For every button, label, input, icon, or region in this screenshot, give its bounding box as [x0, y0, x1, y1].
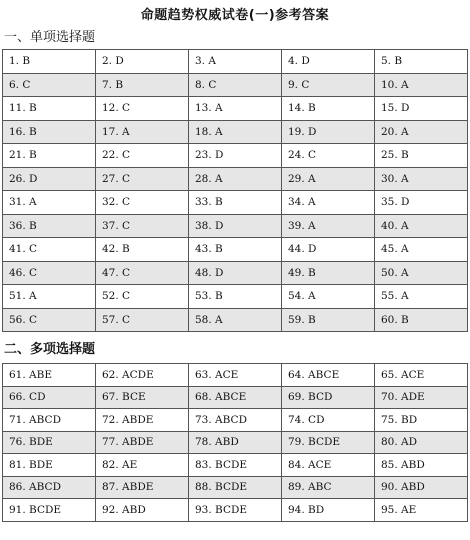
table-row: [3, 238, 468, 262]
multiple-choice-answer-table: [2, 363, 468, 522]
answer-cell: 4. D: [282, 50, 375, 74]
table-row: [3, 214, 468, 238]
section-heading-single-choice: 一、单项选择题: [4, 30, 96, 45]
answer-cell: 87. ABDE: [96, 476, 189, 499]
answer-cell: 85. ABD: [375, 454, 468, 477]
answer-cell: 32. C: [96, 191, 189, 215]
answer-cell: 81. BDE: [3, 454, 96, 477]
table-row: [3, 73, 468, 97]
answer-cell: 54. A: [282, 285, 375, 309]
answer-cell: 93. BCDE: [189, 499, 282, 522]
answer-cell: 49. B: [282, 261, 375, 285]
answer-cell: 26. D: [3, 167, 96, 191]
answer-cell: 14. B: [282, 97, 375, 121]
answer-cell: 47. C: [96, 261, 189, 285]
table-row: [3, 499, 468, 522]
answer-cell: 75. BD: [375, 409, 468, 432]
table-row: [3, 285, 468, 309]
answer-cell: 73. ABCD: [189, 409, 282, 432]
table-row: [3, 50, 468, 74]
answer-cell: 34. A: [282, 191, 375, 215]
answer-cell: 83. BCDE: [189, 454, 282, 477]
answer-cell: 8. C: [189, 73, 282, 97]
table-row: [3, 454, 468, 477]
answer-cell: 21. B: [3, 144, 96, 168]
answer-cell: 77. ABDE: [96, 431, 189, 454]
table-row: [3, 386, 468, 409]
answer-cell: 36. B: [3, 214, 96, 238]
answer-cell: 16. B: [3, 120, 96, 144]
answer-cell: 1. B: [3, 50, 96, 74]
answer-cell: 57. C: [96, 308, 189, 332]
answer-cell: 15. D: [375, 97, 468, 121]
answer-cell: 48. D: [189, 261, 282, 285]
table-row: [3, 191, 468, 215]
answer-cell: 22. C: [96, 144, 189, 168]
answer-cell: 56. C: [3, 308, 96, 332]
answer-cell: 11. B: [3, 97, 96, 121]
answer-cell: 92. ABD: [96, 499, 189, 522]
answer-cell: 51. A: [3, 285, 96, 309]
table-row: [3, 364, 468, 387]
answer-cell: 33. B: [189, 191, 282, 215]
answer-cell: 29. A: [282, 167, 375, 191]
answer-cell: 12. C: [96, 97, 189, 121]
answer-cell: 79. BCDE: [282, 431, 375, 454]
answer-cell: 72. ABDE: [96, 409, 189, 432]
answer-cell: 6. C: [3, 73, 96, 97]
answer-cell: 70. ADE: [375, 386, 468, 409]
answer-cell: 74. CD: [282, 409, 375, 432]
answer-cell: 50. A: [375, 261, 468, 285]
answer-cell: 58. A: [189, 308, 282, 332]
answer-cell: 10. A: [375, 73, 468, 97]
table-row: [3, 167, 468, 191]
answer-cell: 46. C: [3, 261, 96, 285]
answer-cell: 45. A: [375, 238, 468, 262]
answer-cell: 25. B: [375, 144, 468, 168]
answer-cell: 94. BD: [282, 499, 375, 522]
answer-cell: 38. D: [189, 214, 282, 238]
answer-cell: 59. B: [282, 308, 375, 332]
answer-cell: 71. ABCD: [3, 409, 96, 432]
table-row: [3, 409, 468, 432]
answer-cell: 19. D: [282, 120, 375, 144]
table-row: [3, 120, 468, 144]
answer-cell: 23. D: [189, 144, 282, 168]
answer-cell: 78. ABD: [189, 431, 282, 454]
answer-cell: 39. A: [282, 214, 375, 238]
answer-cell: 17. A: [96, 120, 189, 144]
answer-cell: 31. A: [3, 191, 96, 215]
answer-cell: 65. ACE: [375, 364, 468, 387]
answer-cell: 90. ABD: [375, 476, 468, 499]
answer-cell: 86. ABCD: [3, 476, 96, 499]
table-row: [3, 97, 468, 121]
answer-cell: 76. BDE: [3, 431, 96, 454]
table-row: [3, 476, 468, 499]
answer-cell: 13. A: [189, 97, 282, 121]
answer-cell: 9. C: [282, 73, 375, 97]
answer-cell: 44. D: [282, 238, 375, 262]
answer-cell: 52. C: [96, 285, 189, 309]
answer-cell: 64. ABCE: [282, 364, 375, 387]
answer-cell: 41. C: [3, 238, 96, 262]
answer-cell: 28. A: [189, 167, 282, 191]
answer-cell: 55. A: [375, 285, 468, 309]
table-row: [3, 431, 468, 454]
answer-cell: 89. ABC: [282, 476, 375, 499]
answer-cell: 24. C: [282, 144, 375, 168]
answer-cell: 61. ABE: [3, 364, 96, 387]
answer-cell: 20. A: [375, 120, 468, 144]
answer-cell: 5. B: [375, 50, 468, 74]
answer-cell: 82. AE: [96, 454, 189, 477]
answer-cell: 42. B: [96, 238, 189, 262]
table-row: [3, 144, 468, 168]
answer-cell: 68. ABCE: [189, 386, 282, 409]
answer-cell: 84. ACE: [282, 454, 375, 477]
answer-cell: 95. AE: [375, 499, 468, 522]
table-row: [3, 308, 468, 332]
answer-cell: 27. C: [96, 167, 189, 191]
answer-cell: 67. BCE: [96, 386, 189, 409]
answer-cell: 63. ACE: [189, 364, 282, 387]
answer-cell: 69. BCD: [282, 386, 375, 409]
page-title: 命题趋势权威试卷(一)参考答案: [140, 8, 330, 23]
answer-cell: 60. B: [375, 308, 468, 332]
answer-cell: 37. C: [96, 214, 189, 238]
answer-cell: 91. BCDE: [3, 499, 96, 522]
answer-cell: 7. B: [96, 73, 189, 97]
answer-cell: 43. B: [189, 238, 282, 262]
answer-cell: 88. BCDE: [189, 476, 282, 499]
answer-cell: 80. AD: [375, 431, 468, 454]
answer-cell: 3. A: [189, 50, 282, 74]
table-row: [3, 261, 468, 285]
answer-cell: 30. A: [375, 167, 468, 191]
answer-cell: 18. A: [189, 120, 282, 144]
answer-cell: 35. D: [375, 191, 468, 215]
answer-cell: 66. CD: [3, 386, 96, 409]
answer-cell: 40. A: [375, 214, 468, 238]
single-choice-answer-table: [2, 49, 468, 332]
answer-cell: 2. D: [96, 50, 189, 74]
answer-cell: 53. B: [189, 285, 282, 309]
answer-cell: 62. ACDE: [96, 364, 189, 387]
section-heading-multiple-choice: 二、多项选择题: [4, 342, 96, 357]
